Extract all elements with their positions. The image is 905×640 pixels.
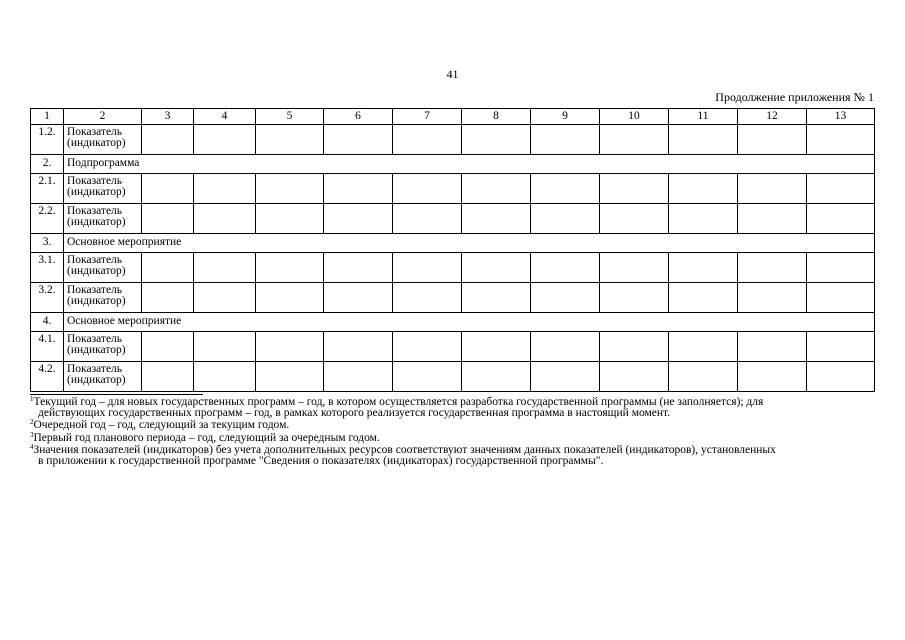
footnote-mark: 2 [30, 418, 34, 426]
value-cell [256, 174, 324, 204]
footnote-text: в приложении к государственной программе "Сведения о показателях (индикаторах) государственной программы". [38, 454, 604, 467]
table-header-row [31, 109, 875, 125]
indicator-row [31, 204, 875, 234]
indicators-table [30, 108, 875, 392]
indicator-name-line: Показатель [67, 205, 123, 217]
value-cell [669, 174, 738, 204]
column-header: 4 [194, 109, 256, 125]
value-cell [600, 332, 669, 362]
value-cell [194, 174, 256, 204]
value-cell [462, 332, 531, 362]
indicator-name-line: Показатель [67, 284, 123, 296]
value-cell [600, 204, 669, 234]
indicator-name-line: (индикатор) [67, 137, 126, 149]
value-cell [142, 204, 194, 234]
value-cell [324, 204, 393, 234]
value-cell [531, 174, 600, 204]
indicator-name [64, 332, 142, 362]
indicator-name-line: (индикатор) [67, 216, 126, 228]
value-cell [194, 125, 256, 155]
indicator-name-line: Показатель [67, 126, 123, 138]
value-cell [600, 174, 669, 204]
row-number: 4. [31, 313, 64, 332]
value-cell [531, 204, 600, 234]
value-cell [142, 332, 194, 362]
row-number: 3.1. [31, 253, 64, 283]
indicator-name-line: Показатель [67, 175, 123, 187]
value-cell [531, 362, 600, 392]
column-header: 5 [256, 109, 324, 125]
value-cell [807, 332, 875, 362]
value-cell [807, 362, 875, 392]
value-cell [669, 253, 738, 283]
indicator-row [31, 174, 875, 204]
section-title: Основное мероприятие [64, 234, 875, 253]
value-cell [462, 253, 531, 283]
row-number: 3.2. [31, 283, 64, 313]
value-cell [194, 253, 256, 283]
section-row [31, 234, 875, 253]
value-cell [531, 283, 600, 313]
indicator-name [64, 174, 142, 204]
value-cell [324, 283, 393, 313]
value-cell [142, 283, 194, 313]
value-cell [142, 362, 194, 392]
footnote-text: Значения показателей (индикаторов) без учета дополнительных ресурсов соответствуют значениям данных показателей (индикаторов), установленных [33, 444, 776, 456]
value-cell [669, 125, 738, 155]
indicator-name-line: Показатель [67, 333, 123, 345]
indicator-name-line: Показатель [67, 363, 123, 375]
value-cell [324, 253, 393, 283]
value-cell [669, 204, 738, 234]
value-cell [531, 253, 600, 283]
column-header: 12 [738, 109, 807, 125]
value-cell [531, 332, 600, 362]
value-cell [194, 283, 256, 313]
column-header: 3 [142, 109, 194, 125]
indicator-name-line: (индикатор) [67, 295, 126, 307]
indicator-name [64, 125, 142, 155]
value-cell [462, 362, 531, 392]
footnote-divider [30, 394, 203, 395]
column-header: 7 [393, 109, 462, 125]
row-number: 1.2. [31, 125, 64, 155]
section-row [31, 313, 875, 332]
column-header: 9 [531, 109, 600, 125]
footnote-mark: 3 [30, 430, 34, 439]
row-number: 2. [31, 155, 64, 174]
column-header: 2 [64, 109, 142, 125]
indicator-row [31, 362, 875, 392]
section-title: Основное мероприятие [64, 313, 875, 332]
value-cell [324, 125, 393, 155]
value-cell [142, 174, 194, 204]
indicator-name [64, 283, 142, 313]
value-cell [807, 283, 875, 313]
footnotes [30, 397, 874, 468]
row-number: 3. [31, 234, 64, 253]
value-cell [256, 362, 324, 392]
indicator-name-line: (индикатор) [67, 344, 126, 356]
value-cell [462, 174, 531, 204]
indicator-row [31, 253, 875, 283]
value-cell [194, 332, 256, 362]
indicator-name [64, 253, 142, 283]
footnote-text: Первый год планового периода – год, следующий за очередным годом. [33, 431, 380, 444]
value-cell [393, 204, 462, 234]
footnote-text: Очередной год – год, следующий за текущим годом. [33, 419, 290, 431]
value-cell [324, 362, 393, 392]
column-header: 8 [462, 109, 531, 125]
value-cell [142, 253, 194, 283]
value-cell [669, 332, 738, 362]
value-cell [738, 283, 807, 313]
footnote-text: действующих государственных программ – год, в рамках которого реализуется государственная программа в настоящий момент. [38, 406, 671, 419]
value-cell [669, 362, 738, 392]
value-cell [256, 253, 324, 283]
value-cell [393, 362, 462, 392]
value-cell [256, 283, 324, 313]
indicator-name-line: (индикатор) [67, 186, 126, 198]
indicator-row [31, 283, 875, 313]
continuation-note: Продолжение приложения № 1 [715, 90, 874, 104]
footnote-mark: 1 [30, 395, 34, 403]
page-number: 41 [446, 67, 459, 81]
row-number: 4.2. [31, 362, 64, 392]
row-number: 4.1. [31, 332, 64, 362]
value-cell [462, 125, 531, 155]
value-cell [324, 174, 393, 204]
footnote-text: Текущий год – для новых государственных программ – год, в котором осуществляется разработка государственной программы (не заполняется); для [33, 396, 764, 408]
value-cell [462, 283, 531, 313]
value-cell [256, 125, 324, 155]
column-header: 6 [324, 109, 393, 125]
value-cell [393, 174, 462, 204]
column-header: 1 [31, 109, 64, 125]
row-number: 2.1. [31, 174, 64, 204]
footnote [30, 445, 874, 466]
value-cell [600, 362, 669, 392]
value-cell [462, 204, 531, 234]
value-cell [738, 174, 807, 204]
value-cell [738, 332, 807, 362]
value-cell [600, 253, 669, 283]
value-cell [393, 253, 462, 283]
indicator-name [64, 362, 142, 392]
value-cell [600, 283, 669, 313]
value-cell [600, 125, 669, 155]
column-header: 11 [669, 109, 738, 125]
column-header: 10 [600, 109, 669, 125]
value-cell [531, 125, 600, 155]
value-cell [256, 204, 324, 234]
value-cell [807, 125, 875, 155]
section-title: Подпрограмма [64, 155, 875, 174]
value-cell [256, 332, 324, 362]
footnote-mark: 4 [30, 443, 34, 451]
value-cell [393, 283, 462, 313]
value-cell [738, 362, 807, 392]
value-cell [807, 253, 875, 283]
value-cell [194, 204, 256, 234]
value-cell [324, 332, 393, 362]
footnote [30, 430, 874, 444]
value-cell [738, 253, 807, 283]
value-cell [807, 174, 875, 204]
value-cell [738, 204, 807, 234]
column-header: 13 [807, 109, 875, 125]
footnote [30, 420, 874, 431]
indicator-name-line: (индикатор) [67, 374, 126, 386]
value-cell [194, 362, 256, 392]
value-cell [669, 283, 738, 313]
value-cell [393, 125, 462, 155]
indicator-row [31, 125, 875, 155]
indicator-name [64, 204, 142, 234]
indicator-name-line: (индикатор) [67, 265, 126, 277]
value-cell [807, 204, 875, 234]
indicator-row [31, 332, 875, 362]
value-cell [142, 125, 194, 155]
section-row [31, 155, 875, 174]
indicator-name-line: Показатель [67, 254, 123, 266]
value-cell [393, 332, 462, 362]
value-cell [738, 125, 807, 155]
footnote [30, 397, 874, 418]
row-number: 2.2. [31, 204, 64, 234]
